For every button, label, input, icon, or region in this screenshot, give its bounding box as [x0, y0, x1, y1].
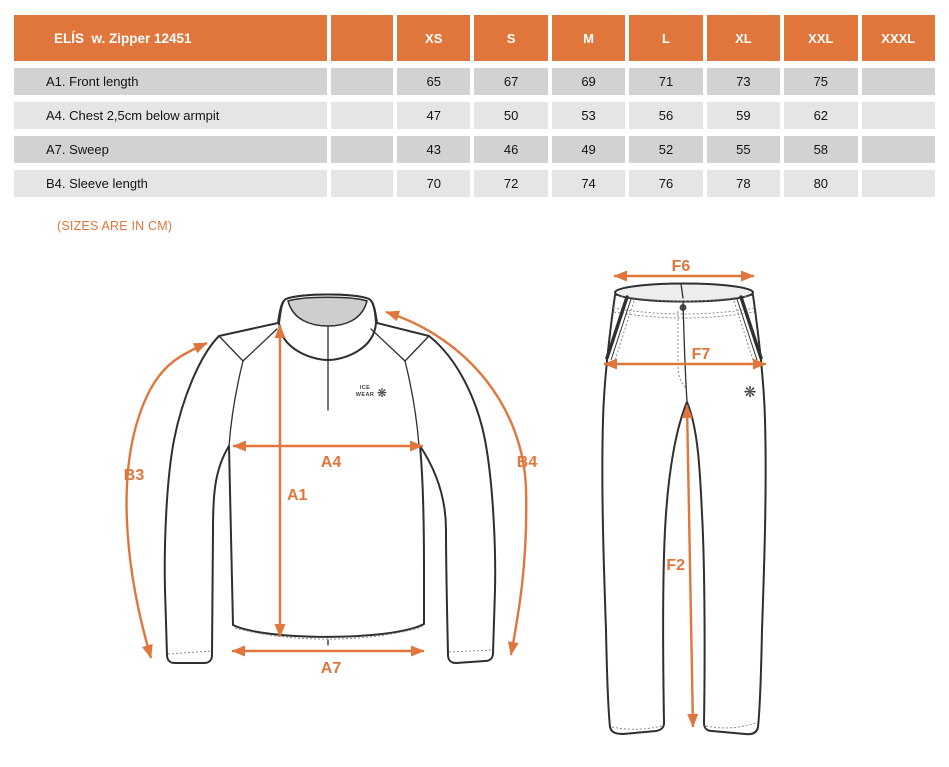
measure-label-f2: F2 — [666, 557, 685, 574]
value-cell: 49 — [552, 136, 625, 163]
pants-drawing — [602, 258, 766, 734]
value-cell: 46 — [474, 136, 547, 163]
spacer-cell — [331, 136, 393, 163]
value-cell: 55 — [707, 136, 780, 163]
spacer-header-cell — [331, 15, 393, 61]
measure-label-f7: F7 — [691, 346, 711, 363]
spacer-cell — [331, 102, 393, 129]
value-cell: 71 — [629, 68, 702, 95]
measure-label-f6: F6 — [671, 258, 691, 275]
pants-snowflake-icon: ❋ — [743, 383, 757, 401]
value-cell: 80 — [784, 170, 857, 197]
value-cell — [862, 170, 935, 197]
value-cell: 74 — [552, 170, 625, 197]
value-cell: 50 — [474, 102, 547, 129]
value-cell: 76 — [629, 170, 702, 197]
value-cell: 53 — [552, 102, 625, 129]
row-label: A1. Front length — [14, 68, 327, 95]
arrow-f2 — [687, 405, 693, 727]
measure-label-b4: B4 — [516, 454, 538, 471]
measure-label-a1: A1 — [287, 487, 308, 504]
size-col-s: S — [474, 15, 547, 61]
value-cell — [862, 136, 935, 163]
value-cell: 69 — [552, 68, 625, 95]
units-note: (SIZES ARE IN CM) — [57, 219, 173, 233]
value-cell: 58 — [784, 136, 857, 163]
measure-label-a4: A4 — [320, 454, 342, 471]
value-cell: 72 — [474, 170, 547, 197]
value-cell: 47 — [397, 102, 470, 129]
value-cell: 78 — [707, 170, 780, 197]
table-row-chest — [14, 102, 935, 129]
logo-snowflake-icon: ❋ — [376, 386, 388, 400]
value-cell: 62 — [784, 102, 857, 129]
size-col-l: L — [629, 15, 702, 61]
measure-label-a7: A7 — [320, 660, 342, 677]
value-cell: 67 — [474, 68, 547, 95]
size-col-xxxl: XXXL — [862, 15, 935, 61]
table-row-sleeve-length — [14, 170, 935, 197]
measurement-diagram — [0, 248, 949, 762]
value-cell — [862, 68, 935, 95]
value-cell: 59 — [707, 102, 780, 129]
product-title: ELÍS w. Zipper 12451 — [14, 15, 327, 61]
pants-silhouette — [602, 288, 765, 735]
value-cell: 65 — [397, 68, 470, 95]
table-row-front-length — [14, 68, 935, 95]
value-cell: 43 — [397, 136, 470, 163]
value-cell — [862, 102, 935, 129]
measure-label-b3: B3 — [123, 467, 145, 484]
value-cell: 75 — [784, 68, 857, 95]
table-row-sweep — [14, 136, 935, 163]
value-cell: 70 — [397, 170, 470, 197]
value-cell: 56 — [629, 102, 702, 129]
value-cell: 73 — [707, 68, 780, 95]
size-col-m: M — [552, 15, 625, 61]
value-cell: 52 — [629, 136, 702, 163]
row-label: A7. Sweep — [14, 136, 327, 163]
size-col-xxl: XXL — [784, 15, 857, 61]
row-label: A4. Chest 2,5cm below armpit — [14, 102, 327, 129]
pants-waist-opening — [615, 284, 753, 302]
spacer-cell — [331, 170, 393, 197]
logo-text-line2: WEAR — [355, 392, 375, 398]
spacer-cell — [331, 68, 393, 95]
row-label: B4. Sleeve length — [14, 170, 327, 197]
sweater-drawing — [124, 295, 538, 678]
size-table-header-row — [14, 15, 935, 61]
size-col-xs: XS — [397, 15, 470, 61]
size-table — [10, 8, 939, 204]
size-col-xl: XL — [707, 15, 780, 61]
logo-text-line1: ICE — [359, 385, 371, 391]
